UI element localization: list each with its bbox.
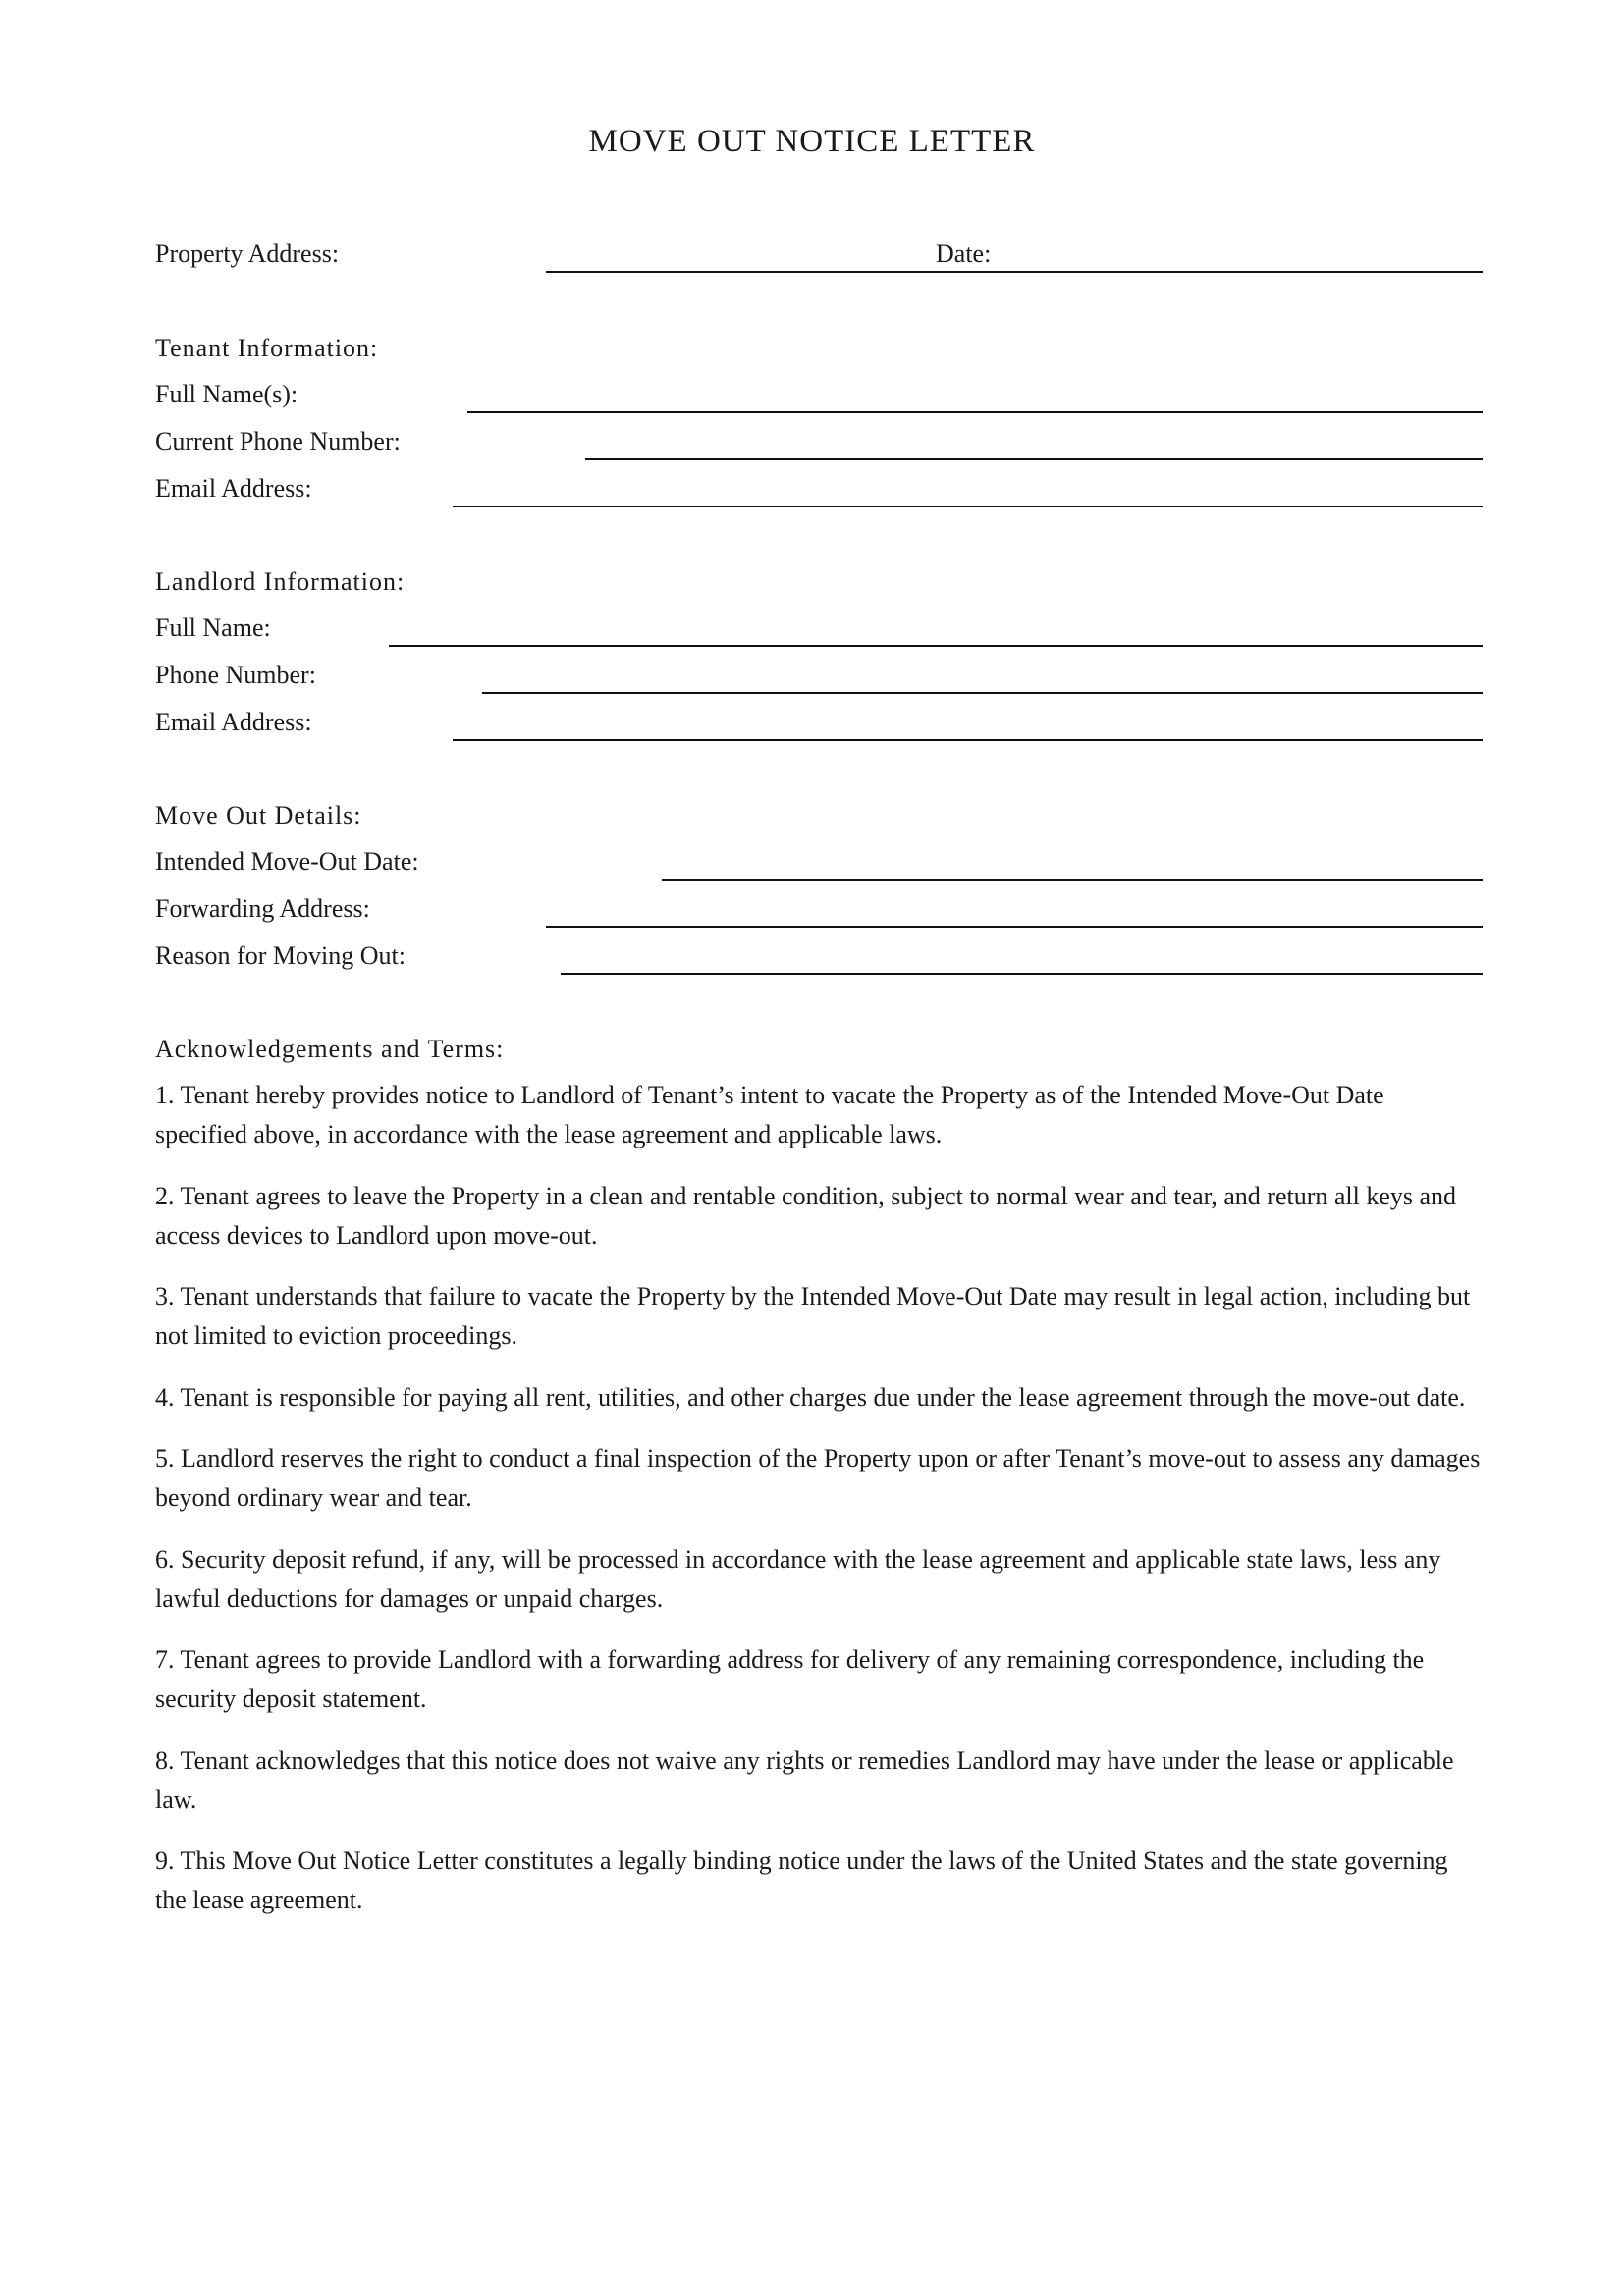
term-item-5: 5. Landlord reserves the right to conduct a final inspection of the Property upon or after Tenant’s move-out to assess any damages beyond ordinary wear and tear.: [155, 1444, 1481, 1512]
moving-reason-field[interactable]: [561, 973, 1483, 975]
landlord-phone-label: Phone Number:: [155, 661, 316, 689]
tenant-full-names-label: Full Name(s):: [155, 380, 298, 408]
moving-reason-label: Reason for Moving Out:: [155, 941, 406, 970]
move-out-date-field[interactable]: [662, 879, 1483, 881]
tenant-information-heading: Tenant Information:: [155, 334, 379, 362]
landlord-email-field[interactable]: [453, 739, 1483, 741]
date-label: Date:: [936, 240, 992, 268]
landlord-email-label: Email Address:: [155, 708, 312, 736]
term-item-8: 8. Tenant acknowledges that this notice does not waive any rights or remedies Landlord may have under the lease or applicable law.: [155, 1745, 1454, 1814]
forwarding-address-field[interactable]: [546, 926, 1483, 928]
term-item-3: 3. Tenant understands that failure to vacate the Property by the Intended Move-Out Date may result in legal action, including but not limited to eviction proceedings.: [155, 1282, 1471, 1350]
move-out-date-label: Intended Move-Out Date:: [155, 847, 419, 876]
move-out-details-heading: Move Out Details:: [155, 801, 362, 829]
tenant-email-label: Email Address:: [155, 474, 312, 503]
term-item-4: 4. Tenant is responsible for paying all rent, utilities, and other charges due under the lease agreement through the move-out date.: [155, 1382, 1466, 1412]
acknowledgements-heading: Acknowledgements and Terms:: [155, 1035, 505, 1063]
tenant-full-names-field[interactable]: [467, 411, 1483, 413]
terms-list: [155, 1076, 1481, 1943]
document-title: MOVE OUT NOTICE LETTER: [588, 124, 1036, 159]
landlord-phone-field[interactable]: [482, 692, 1483, 694]
term-item-9: 9. This Move Out Notice Letter constitutes a legally binding notice under the laws of the United States and the state governing the lease agreement.: [155, 1846, 1448, 1914]
term-item-7: 7. Tenant agrees to provide Landlord with a forwarding address for delivery of any remaining correspondence, including the security deposit statement.: [155, 1645, 1425, 1713]
landlord-full-name-field[interactable]: [389, 645, 1483, 647]
forwarding-address-label: Forwarding Address:: [155, 894, 370, 923]
term-item-6: 6. Security deposit refund, if any, will be processed in accordance with the lease agreement and applicable state laws, less any lawful deductions for damages or unpaid charges.: [155, 1544, 1441, 1613]
property-address-field[interactable]: [546, 271, 1483, 273]
landlord-full-name-label: Full Name:: [155, 614, 271, 642]
term-item-1: 1. Tenant hereby provides notice to Landlord of Tenant’s intent to vacate the Property as of the Intended Move-Out Date specified above, in accordance with the lease agreement and applicable laws.: [155, 1081, 1384, 1148]
property-address-label: Property Address:: [155, 240, 340, 268]
tenant-phone-field[interactable]: [585, 458, 1483, 460]
tenant-email-field[interactable]: [453, 506, 1483, 507]
tenant-phone-label: Current Phone Number:: [155, 427, 401, 455]
landlord-information-heading: Landlord Information:: [155, 567, 406, 596]
term-item-2: 2. Tenant agrees to leave the Property in a clean and rentable condition, subject to normal wear and tear, and return all keys and access devices to Landlord upon move-out.: [155, 1181, 1457, 1250]
